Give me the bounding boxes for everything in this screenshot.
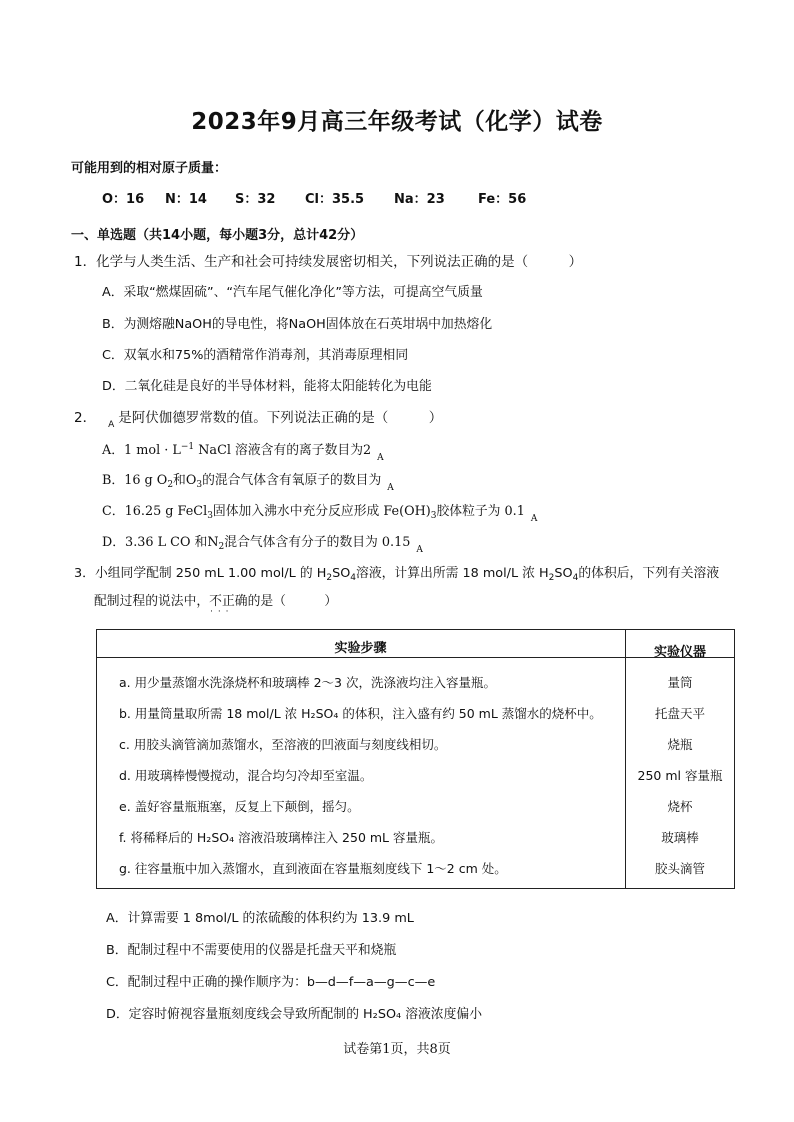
table-step-c: c. 用胶头滴管滴加蒸馏水，至溶液的凹液面与刻度线相切。 (119, 737, 447, 752)
q2-stem (74, 406, 442, 430)
q2-stem-text: 是阿伏伽德罗常数的值。下列说法正确的是（ ） (118, 410, 443, 426)
atomic-mass-n: N：14 (165, 192, 207, 207)
q3-stem-line2: 配制过程的说法中，不正确 · · ·的是（ ） (94, 590, 337, 609)
table-step-g: g. 往容量瓶中加入蒸馏水，直到液面在容量瓶刻度线下 1～2 cm 处。 (119, 861, 507, 876)
table-instrument-3: 烧瓶 (667, 737, 693, 752)
table-step-a: a. 用少量蒸馏水洗涤烧杯和玻璃棒 2～3 次，洗涤液均注入容量瓶。 (119, 675, 496, 690)
table-step-e: e. 盖好容量瓶瓶塞，反复上下颠倒，摇匀。 (119, 799, 360, 814)
table-header-step: 实验步骤 (334, 641, 387, 656)
q3-stem-line1: 3．小组同学配制 250 mL 1.00 mol/L 的 $H_2SO_4$溶液，计算出所需 18 mol/L 浓 $H_2SO_4$的体积后，下列有关溶液 (74, 566, 720, 583)
table-column-divider (625, 629, 626, 888)
avogadro-subscript: A (377, 453, 384, 463)
q1-stem: 1．化学与人类生活、生产和社会可持续发展密切相关，下列说法正确的是（ ） (74, 254, 583, 270)
page-title: 2023年9月高三年级考试（化学）试卷 (191, 109, 603, 135)
atomic-mass-heading: 可能用到的相对原子质量： (71, 161, 228, 176)
q3-option-b: B．配制过程中不需要使用的仪器是托盘天平和烧瓶 (106, 943, 397, 958)
table-instrument-6: 玻璃棒 (661, 830, 699, 845)
avogadro-subscript: A (387, 483, 394, 493)
section-heading: 一、单选题（共14小题，每小题3分，总计42分） (71, 228, 364, 243)
atomic-mass-s: S：32 (235, 192, 276, 207)
emphasis-not-correct: 不正确 · · · (209, 594, 247, 609)
avogadro-subscript: A (416, 545, 423, 555)
atomic-mass-o: O：16 (102, 192, 145, 207)
table-step-d: d. 用玻璃棒慢慢搅动，混合均匀冷却至室温。 (119, 768, 373, 783)
q1-option-b: B．为测熔融NaOH的导电性，将NaOH固体放在石英坩埚中加热熔化 (102, 317, 493, 332)
table-instrument-1: 量筒 (667, 675, 693, 690)
table-instrument-2: 托盘天平 (654, 706, 705, 721)
q3-option-d: D．定容时俯视容量瓶刻度线会导致所配制的 H₂SO₄ 溶液浓度偏小 (106, 1007, 482, 1022)
q2-option-c: C．16.25 g FeCl$_3$固体加入沸水中充分反应形成 $Fe(OH)_3$胶体粒子为 0.1 A (102, 504, 538, 524)
table-step-f: f. 将稀释后的 H₂SO₄ 溶液沿玻璃棒注入 250 mL 容量瓶。 (119, 830, 443, 845)
atomic-mass-na: Na：23 (394, 192, 445, 207)
table-header-instrument: 实验仪器 (653, 645, 706, 660)
table-instrument-5: 烧杯 (667, 799, 693, 814)
q2-avogadro-subscript: A (108, 420, 115, 430)
q1-option-d: D．二氧化硅是良好的半导体材料，能将太阳能转化为电能 (102, 379, 432, 394)
page-footer: 试卷第1页，共8页 (343, 1042, 451, 1057)
q2-number: 2． (74, 410, 97, 426)
q1-option-a: A．采取“燃煤固硫”、“汽车尾气催化净化”等方法，可提高空气质量 (102, 285, 483, 300)
avogadro-subscript: A (530, 514, 538, 524)
q2-option-d: D．3.36 L CO 和$N_2$混合气体含有分子的数目为 0.15 A (102, 535, 423, 555)
q2-option-a: A．1 mol · $L^{-1}$ NaCl 溶液含有的离子数目为2 A (102, 442, 384, 463)
q3-option-a: A．计算需要 1 8mol/L 的浓硫酸的体积约为 13.9 mL (106, 911, 414, 926)
atomic-mass-cl: Cl：35.5 (305, 192, 365, 207)
atomic-mass-fe: Fe：56 (478, 192, 527, 207)
q3-option-c: C．配制过程中正确的操作顺序为：b—d—f—a—g—c—e (106, 975, 436, 990)
table-step-b: b. 用量筒量取所需 18 mol/L 浓 H₂SO₄ 的体积，注入盛有约 50 mL 蒸馏水的烧杯中。 (119, 706, 602, 721)
table-instrument-7: 胶头滴管 (654, 861, 705, 876)
table-instrument-4: 250 ml 容量瓶 (637, 768, 723, 783)
experiment-table (96, 629, 735, 889)
q2-option-b: B．16 g $O_2$和$O_3$的混合气体含有氧原子的数目为 A (102, 473, 394, 493)
q1-option-c: C．双氧水和75%的酒精常作消毒剂，其消毒原理相同 (102, 348, 409, 363)
